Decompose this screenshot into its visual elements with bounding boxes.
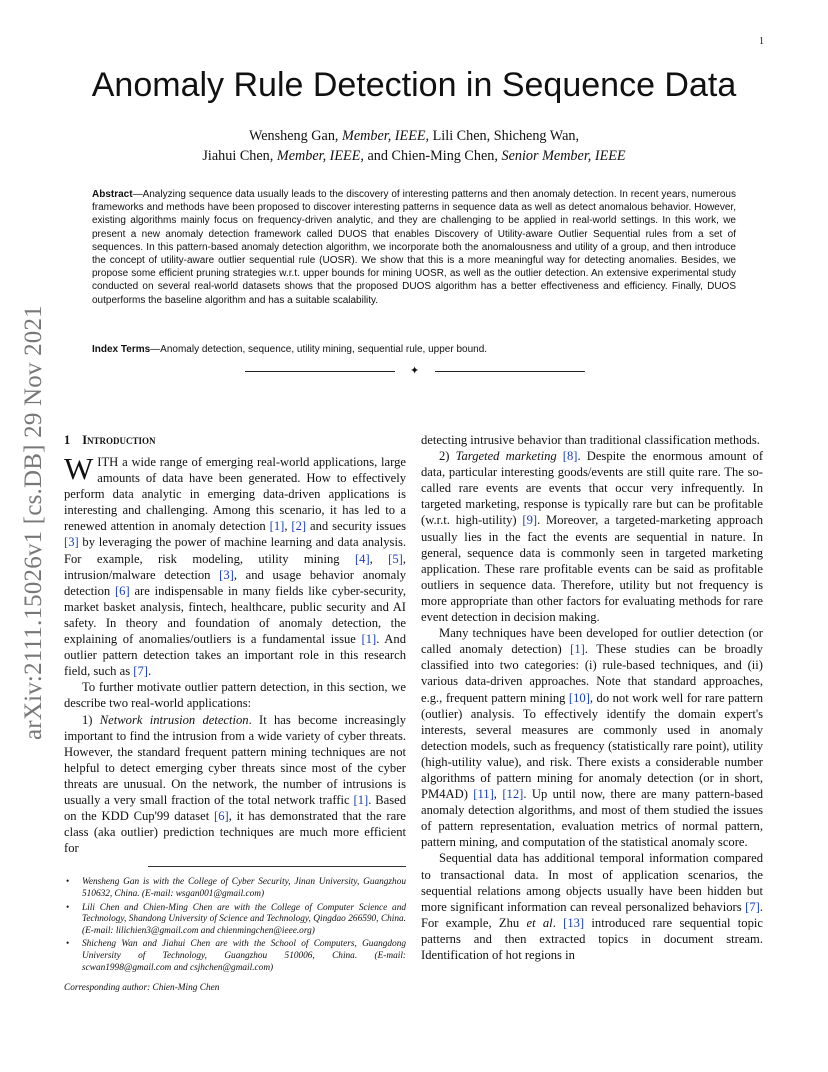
divider-diamond-icon: ✦ (410, 365, 420, 377)
right-column-body (421, 432, 763, 963)
body-text: , intrusion/malware detection (64, 551, 407, 582)
author-line-2 (0, 146, 828, 166)
left-column (64, 432, 406, 996)
body-text: a wide range of emerging real-world applications, large amounts of data have been generated. How to effectively perform data analytic in emerging data-driven applications is interesting and challenging. Among this scenario, it has led to a renewed attention in anomaly detection (64, 455, 406, 534)
author-name: Wensheng Gan, (248, 128, 343, 144)
body-text: are indispensable in many fields like cyber-security, market basket analysis, fintech, healthcare, public security and AI safety. In theory and foundation of anomaly detection, the explaining of anomalies/outliers is a fundamental issue (64, 583, 406, 647)
body-text: . Despite the enormous amount of data, particular interesting goods/events are still quite rare. The so-called rare events are events that occur very infrequently. In targeted marketing, response is typically rare but can be profitable (w.r.t. high-utility) (421, 449, 764, 528)
emphasis-text: Network intrusion detection (99, 712, 249, 727)
body-text: , (369, 551, 389, 566)
citation-link[interactable]: [9] (522, 513, 538, 528)
citation-link[interactable]: [7] (133, 664, 148, 679)
body-text: . For example, Zhu (421, 899, 763, 930)
body-text: detecting intrusive behavior than traditional classification methods. (421, 433, 760, 447)
right-column (421, 432, 763, 963)
divider-line-left (245, 371, 395, 372)
citation-link[interactable]: [6] (214, 809, 229, 824)
footnote-text: Shicheng Wan and Jiahui Chen are with the School of Computers, Guangdong University of Technology, Guangzhou 510006, China. (E-mail: scwan1998@gmail.com and csjhchen@gmail.com) (82, 939, 406, 973)
footnote-item (64, 903, 406, 938)
index-terms (92, 344, 736, 355)
body-text: 1) (82, 712, 100, 727)
footnote-item (64, 939, 406, 974)
lead-in-text: ITH (97, 455, 119, 469)
abstract-label: Abstract (92, 189, 133, 200)
paragraph (421, 625, 763, 850)
section-heading (64, 432, 406, 446)
left-column-body (64, 451, 407, 856)
bullet-icon: • (66, 877, 70, 888)
citation-link[interactable]: [5] (388, 551, 403, 566)
citation-link[interactable]: [12] (502, 787, 524, 802)
author-line-1 (0, 126, 828, 146)
footnote-rule (148, 866, 406, 867)
index-terms-label: Index Terms (92, 344, 151, 355)
body-text: by leveraging the power of machine learning and data analysis. For example, risk modeling, utility mining (64, 535, 406, 566)
paragraph (64, 712, 406, 857)
body-text: Many techniques have been developed for outlier detection (or called anomaly detection) (421, 626, 763, 657)
body-text: , do not work well for rare pattern (outlier) analysis. To effectively identify the domain expert's interests, several measures are commonly used in anomaly detection models, such as frequency (statistically rare point), utility (high-utility value), and risk. There exists a considerable number algorithms of pattern mining for anomaly detection (or in short, PM4AD) (421, 690, 763, 802)
author-membership: Member, IEEE, (276, 148, 364, 164)
author-membership: Senior Member, IEEE (501, 148, 626, 164)
paragraph (64, 451, 407, 679)
body-text: , (493, 787, 503, 802)
footnote-item (64, 877, 406, 900)
citation-link[interactable]: [6] (114, 583, 130, 598)
body-text: , it has demonstrated that the rare class (aka outlier) prediction techniques are much more efficient for (64, 809, 406, 856)
citation-link[interactable]: [7] (745, 899, 760, 914)
citation-link[interactable]: [13] (563, 915, 585, 930)
abstract (92, 188, 736, 307)
section-divider (245, 366, 585, 378)
body-text: Sequential data has additional temporal information compared to transactional data. In most of application scenarios, the sequential relations among objects usually have been hidden but more significant information can reveal personalized behaviors (421, 851, 763, 914)
body-text: . Up until now, there are many pattern-based anomaly detection algorithms, and most of them studied the issues of pattern representation, evaluation metrics of normal pattern, pattern mining, and computation of the statistical anomaly score. (421, 787, 764, 850)
footnote-text: Lili Chen and Chien-Ming Chen are with the College of Computer Science and Technology, Shandong University of Science and Technology, Qingdao 266590, China. (E-mail: lilichien3@gmail.com and chienmingchen@ieee.org) (82, 902, 406, 936)
body-text: . And outlier pattern detection takes an important role in this research field, such as (64, 632, 406, 679)
arxiv-stamp: arXiv:2111.15026v1 [cs.DB] 29 Nov 2021 (20, 305, 47, 740)
body-text: , (284, 519, 292, 534)
body-text: . (552, 915, 564, 930)
citation-link[interactable]: [11] (473, 787, 494, 802)
drop-cap: W (64, 451, 94, 486)
body-text: , and usage behavior anomaly detection (64, 567, 406, 598)
author-list (0, 126, 828, 166)
abstract-text: —Analyzing sequence data usually leads to the discovery of interesting patterns and then anomaly detection. In recent years, numerous frameworks and methods have been proposed to discover interesting patterns in sequence data as well as detect anomalous behavior. However, existing algorithms mainly focus on frequency-driven analytic, and they are challenging to be applied in real-world settings. In this work, we present a new anomaly detection framework called DUOS that enables Discovery of Utility-aware Outlier Sequential rules from a set of sequences. In this pattern-based anomaly detection algorithm, we incorporate both the anomalousness and utility of a group, and then introduce the concept of utility-aware outlier sequential rule (UOSR). We show that this is a more meaningful way for detecting anomalies. Besides, we propose some efficient pruning strategies w.r.t. upper bounds for mining UOSR, as well as the outlier detection. An extensive experimental study conducted on several real-world datasets shows that the proposed DUOS algorithm has a better effectiveness and efficiency. Finally, DUOS outperforms the baseline algorithm and has a suitable scalability. (92, 189, 736, 306)
citation-link[interactable]: [1] (269, 519, 285, 534)
emphasis-text: et al (526, 915, 553, 930)
citation-link[interactable]: [4] (354, 551, 370, 566)
body-text: . Moreover, a targeted-marketing approach usually lies in the fact the events are sequential in nature. In general, sequence data is commonly seen in targeted marketing application. These rare profitable events can be said as profitable outliers in sequence data. Therefore, utility but not frequency is more appropriate than other factors for evaluating methods for rare event detection in decision making. (421, 513, 763, 625)
citation-link[interactable]: [8] (562, 449, 578, 464)
citation-link[interactable]: [1] (361, 632, 377, 647)
paragraph (421, 850, 763, 963)
body-text: . (147, 664, 152, 679)
section-number: 1 (64, 433, 71, 447)
body-text: and security issues (306, 519, 406, 534)
section-title: Introduction (82, 433, 156, 447)
body-text: . These studies can be broadly classified into two categories: (i) rule-based techniques, and (ii) various data-driven approaches. Note that standard approaches, e.g., frequent pattern mining (421, 642, 763, 705)
citation-link[interactable]: [10] (568, 690, 590, 705)
citation-link[interactable]: [2] (291, 519, 307, 534)
corresponding-author: Corresponding author: Chien-Ming Chen (64, 983, 220, 994)
body-text: . It has become increasingly important to find the intrusion from a wide variety of cyber threats. However, the standard frequent pattern mining techniques are not helpful to detect emerging cyber threats since most of the cyber threats are unusual. On the network, the number of intrusions is usually a very small fraction of the total network traffic (64, 712, 406, 807)
body-text: . Based on the KDD Cup'99 dataset (64, 792, 406, 824)
paper-title: Anomaly Rule Detection in Sequence Data (91, 66, 737, 104)
emphasis-text: Targeted marketing (455, 449, 557, 464)
body-text: 2) (439, 449, 456, 464)
paragraph (64, 679, 406, 711)
author-membership: Member, IEEE (342, 128, 426, 144)
divider-line-right (435, 371, 585, 372)
footnote-text: Wensheng Gan is with the College of Cyber Security, Jinan University, Guangzhou 510632, China. (E-mail: wsgan001@gmail.com) (82, 877, 406, 899)
body-text: To further motivate outlier pattern detection, in this section, we describe two real-world applications: (64, 680, 406, 711)
page-number: 1 (759, 36, 764, 47)
paragraph (421, 432, 763, 448)
citation-link[interactable]: [1] (353, 792, 369, 807)
body-text: introduced rare sequential topic patterns and then extracted topics in document stream. Identification of hot regions in (421, 915, 763, 962)
index-terms-text: —Anomaly detection, sequence, utility mining, sequential rule, upper bound. (150, 344, 488, 355)
citation-link[interactable]: [1] (570, 642, 585, 657)
author-name: , Lili Chen, Shicheng Wan, (425, 128, 580, 144)
citation-link[interactable]: [3] (64, 535, 79, 550)
paragraph (421, 448, 763, 625)
author-name: Jiahui Chen, (202, 148, 277, 164)
citation-link[interactable]: [3] (219, 567, 234, 582)
bullet-icon: • (66, 939, 70, 950)
bullet-icon: • (66, 902, 70, 913)
author-name: and Chien-Ming Chen, (363, 148, 502, 164)
footnote-list (64, 877, 406, 974)
